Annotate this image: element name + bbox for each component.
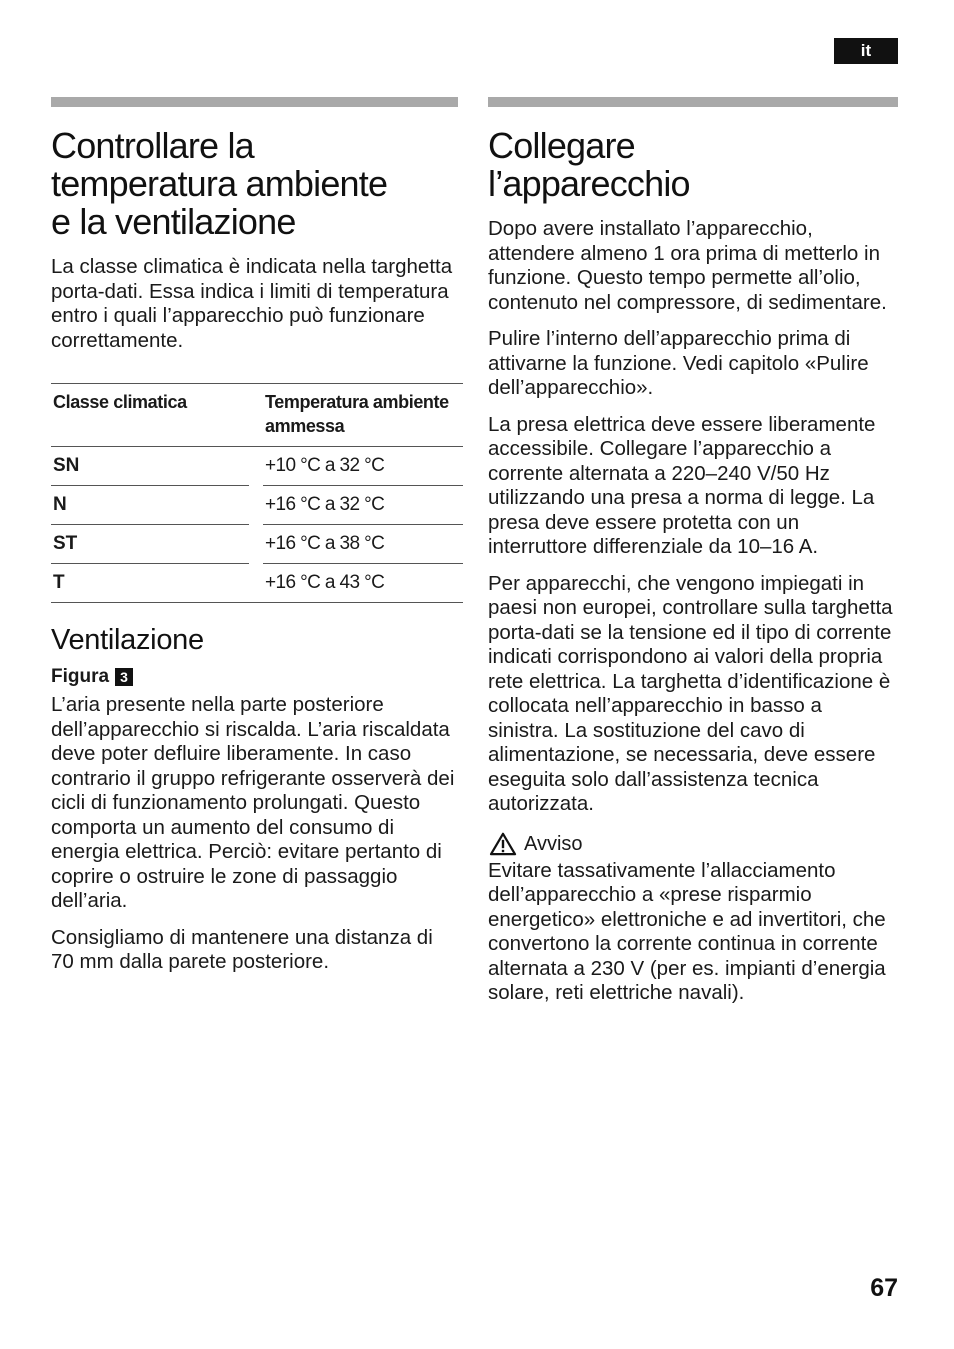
climate-class-cell: N — [51, 486, 249, 525]
figure-number-badge: 3 — [115, 668, 133, 686]
title-line-1: Controllare la — [51, 125, 254, 166]
figure-reference — [51, 665, 458, 689]
ventilation-heading: Ventilazione — [51, 624, 204, 656]
language-badge: it — [834, 38, 898, 64]
page-number: 67 — [870, 1274, 898, 1302]
title-line-1: Collegare — [488, 125, 635, 166]
section-rule — [488, 97, 898, 107]
connect-paragraph: Dopo avere installato l’apparecchio, attendere almeno 1 ora prima di metterlo in funzione. Questo tempo permette all’olio, contenuto nel compressore, di sedimentare. — [488, 217, 887, 314]
temperature-range-cell: +16 °C a 32 °C — [263, 486, 463, 525]
title-line-2: l’apparecchio — [488, 163, 690, 204]
connect-paragraph: Per apparecchi, che vengono impiegati in paesi non europei, controllare sulla targhetta porta-dati se la tensione ed il tipo di corrente indicati corrispondono ai valori della propria rete elettrica. La targhetta d’identificazione è collocata nell’apparecchio in basso a sinistra. La sostituzione del cavo di alimentazione, se necessaria, deve essere eseguita solo dall’assistenza tecnica autorizzata. — [488, 571, 893, 815]
left-column — [51, 97, 458, 975]
section-title-connect — [488, 127, 898, 203]
connect-paragraph: La presa elettrica deve essere liberamente accessibile. Collegare l’apparecchio a corrente alternata a 220–240 V/50 Hz utilizzando una presa a norma di legge. La presa deve essere protetta con un interruttore differenziale da 10–16 A. — [488, 412, 876, 558]
warning-paragraph: Evitare tassativamente l’allacciamento dell’apparecchio a «prese risparmio energetico» elettroniche e ad invertitori, che convertono la corrente continua in corrente alternata a 230 V (per es. impianti d’energia solare, reti elettriche navali). — [488, 858, 886, 1004]
temperature-range-cell: +16 °C a 43 °C — [263, 564, 463, 603]
table-header-class: Classe climatica — [51, 384, 249, 447]
climate-class-cell: ST — [51, 525, 249, 564]
table-row — [51, 447, 463, 486]
warning-label: Avviso — [524, 832, 583, 855]
climate-class-cell: SN — [51, 447, 249, 486]
figure-label: Figura — [51, 666, 110, 687]
connect-paragraph: Pulire l’interno dell’apparecchio prima di attivarne la funzione. Vedi capitolo «Pulire dell’apparecchio». — [488, 327, 869, 399]
right-column — [488, 97, 898, 1006]
title-line-3: e la ventilazione — [51, 201, 296, 242]
section-rule — [51, 97, 458, 107]
intro-paragraph: La classe climatica è indicata nella targhetta porta-dati. Essa indica i limiti di temperatura entro i quali l’apparecchio può funzionare correttamente. — [51, 255, 453, 352]
title-line-2: temperatura ambiente — [51, 163, 388, 204]
temperature-range-cell: +10 °C a 32 °C — [263, 447, 463, 486]
section-title-temperature — [51, 127, 458, 241]
table-row — [51, 525, 463, 564]
distance-paragraph: Consigliamo di mantenere una distanza di 70 mm dalla parete posteriore. — [51, 925, 433, 973]
climate-class-table — [51, 383, 463, 603]
temperature-range-cell: +16 °C a 38 °C — [263, 525, 463, 564]
table-row — [51, 564, 463, 603]
table-row — [51, 486, 463, 525]
climate-class-cell: T — [51, 564, 249, 603]
warning-triangle-icon — [488, 832, 518, 856]
ventilation-paragraph: L’aria presente nella parte posteriore dell’apparecchio si riscalda. L’aria riscaldata deve poter defluire liberamente. In caso contrario il gruppo refrigerante osserverà dei cicli di funzionamento prolungati. Questo comporta un aumento del consumo di energia elettrica. Perciò: evitare pertanto di coprire o ostruire le zone di passaggio dell’aria. — [51, 693, 455, 912]
table-header-temperature: Temperatura ambiente ammessa — [249, 384, 463, 447]
warning-heading — [488, 831, 898, 857]
